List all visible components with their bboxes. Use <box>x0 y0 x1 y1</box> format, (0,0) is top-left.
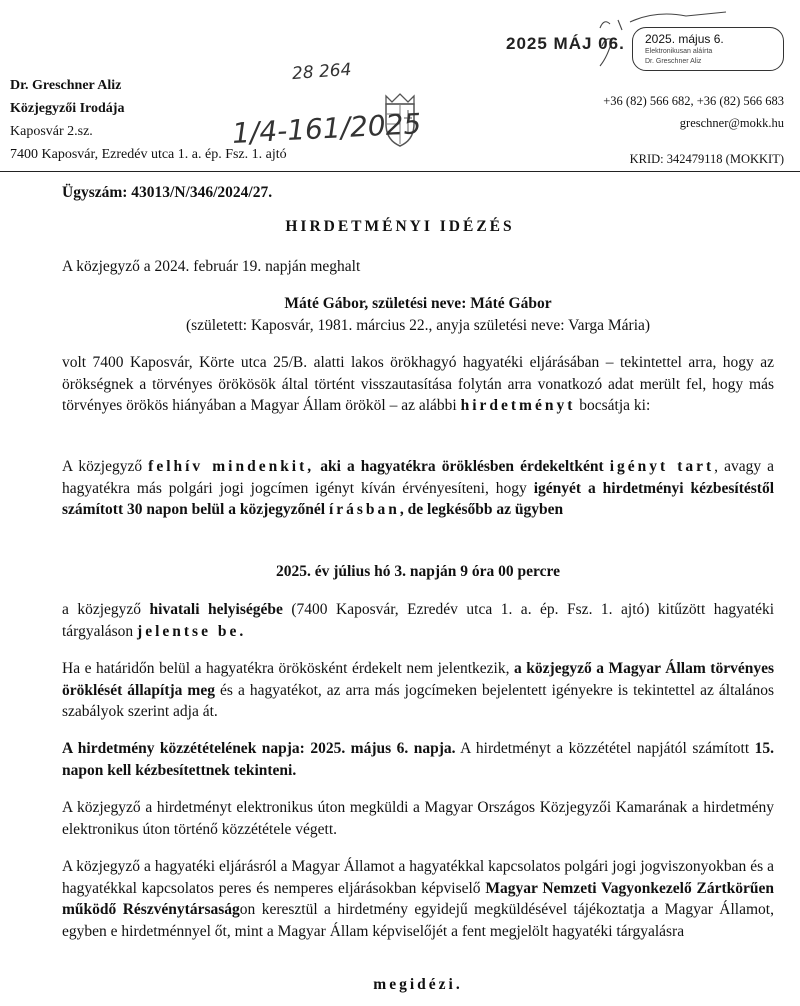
handwritten-number: 28 264 <box>291 59 353 85</box>
deceased-name: Máté Gábor, születési neve: Máté Gábor <box>284 295 552 312</box>
handwritten-reference: 1/4-161/2025 <box>231 107 423 150</box>
office-address: 7400 Kaposvár, Ezredév utca 1. a. ép. Fsz. 1. ajtó <box>10 147 287 162</box>
paragraph-5 <box>62 738 774 781</box>
p7-c: on keresztül a hirdetmény egyidejű megküldésével tájékoztatja a Magyar Államot, egyben e hirdetménnyel őt, mint a Magyar Állam képviselőjét a fent megjelölt hagyatéki tárgyalásra <box>62 901 774 940</box>
krid-id: KRID: 342479118 (MOKKIT) <box>629 152 784 166</box>
electronic-signature-box <box>632 27 784 71</box>
p2-d: igényét a hirdetményi kézbesítéstől számított 30 napon belül a közjegyzőnél <box>62 479 775 518</box>
p2-c: , avagy a hagyatékra más polgári jogi jogcímen igényt kíván érvényesíteni, hogy <box>62 458 775 497</box>
p4-a: Ha e határidőn belül a hagyatékra örökösként érdekelt nem jelentkezik, <box>62 660 510 677</box>
p7-a: A közjegyző a hagyatéki eljárásról a Magyar Államot a hagyatékkal kapcsolatos polgári jogi jogviszonyokban és a hagyatékkal kapcsolatos peres és nemperes eljárásokban képviselő <box>62 858 774 897</box>
p1-text: volt 7400 Kaposvár, Körte utca 25/B. alatti lakos örökhagyó hagyatéki eljárásában – tekintettel arra, hogy az örökségnek a törvényes örökösök által történt visszautasítása folytán arra vonatkozó adat merült fel, hogy más törvényes örökös hiányában a Magyar Állam örököl – az alábbi <box>62 354 774 414</box>
paragraph-4 <box>62 658 774 723</box>
paragraph-1 <box>62 352 774 417</box>
p1-spaced: hirdetményt <box>460 397 576 414</box>
p3-c: (7400 Kaposvár, Ezredév utca 1. a. ép. Fsz. 1. ajtó) kitűzött hagyatéki tárgyaláson <box>62 601 775 640</box>
contact-block <box>603 90 784 134</box>
p4-c: és a hagyatékot, az arra más jogcímeken bejelentett igényekre is tekintettel az általános szabályok szerint adja át. <box>62 681 774 720</box>
closing-word: megidézi. <box>373 976 463 993</box>
p7-b: Magyar Nemzeti Vagyonkezelő Zártkörűen működő Részvénytársaság <box>62 879 775 918</box>
esig-line: Elektronikusan aláírta <box>645 48 713 55</box>
esig-date: 2025. május 6. <box>645 32 724 46</box>
p5-a: A hirdetmény közzétételének napja: 2025. május 6. napja. <box>62 740 456 757</box>
paragraph-2 <box>62 456 774 521</box>
document-title: HIRDETMÉNYI IDÉZÉS <box>285 218 515 235</box>
p2-b: aki a hagyatékra öröklésben érdekeltként <box>320 458 604 475</box>
paragraph-3 <box>62 599 774 642</box>
intro-paragraph: A közjegyző a 2024. február 19. napján meghalt <box>62 258 361 275</box>
office-title: Közjegyzői Irodája <box>10 101 125 116</box>
deceased-details: (született: Kaposvár, 1981. március 22., anyja születési neve: Varga Mária) <box>185 317 651 334</box>
paragraph-6: A közjegyző a hirdetményt elektronikus úton megküldi a Magyar Országos Közjegyzői Kamarának a hirdetmény elektronikus úton történő közzététele végett. <box>62 799 774 838</box>
hearing-date: 2025. év július hó 3. napján 9 óra 00 percre <box>275 563 561 580</box>
p2-felhiv: felhív mindenkit, <box>148 458 315 475</box>
email-address: greschner@mokk.hu <box>679 116 784 130</box>
case-number: Ügyszám: 43013/N/346/2024/27. <box>62 184 273 201</box>
p3-a: a közjegyző <box>62 601 142 618</box>
received-date-stamp: 2025 MÁJ 06. <box>506 34 625 53</box>
p3-b: hivatali helyiségébe <box>149 601 283 618</box>
p2-a: A közjegyző <box>62 458 143 475</box>
p1-end: bocsátja ki: <box>579 397 651 414</box>
paragraph-7 <box>62 856 774 942</box>
p2-irasban: írásban <box>328 501 400 518</box>
office-line: Kaposvár 2.sz. <box>10 124 93 139</box>
header-divider <box>0 171 800 172</box>
esig-signer: Dr. Greschner Aliz <box>645 58 702 65</box>
p5-c: 15. napon kell kézbesítettnek tekinteni. <box>62 740 775 779</box>
p4-b: a közjegyző a Magyar Állam törvényes öröklését állapítja meg <box>62 660 774 699</box>
office-name: Dr. Greschner Aliz <box>10 78 122 93</box>
p2-igenyt: igényt tart <box>609 458 715 475</box>
p5-b: A hirdetményt a közzététel napjától számított <box>460 740 750 757</box>
phone-numbers: +36 (82) 566 682, +36 (82) 566 683 <box>603 94 784 108</box>
p2-e: , de legkésőbb az ügyben <box>399 501 564 518</box>
p3-jelentse: jelentse be. <box>137 622 247 640</box>
